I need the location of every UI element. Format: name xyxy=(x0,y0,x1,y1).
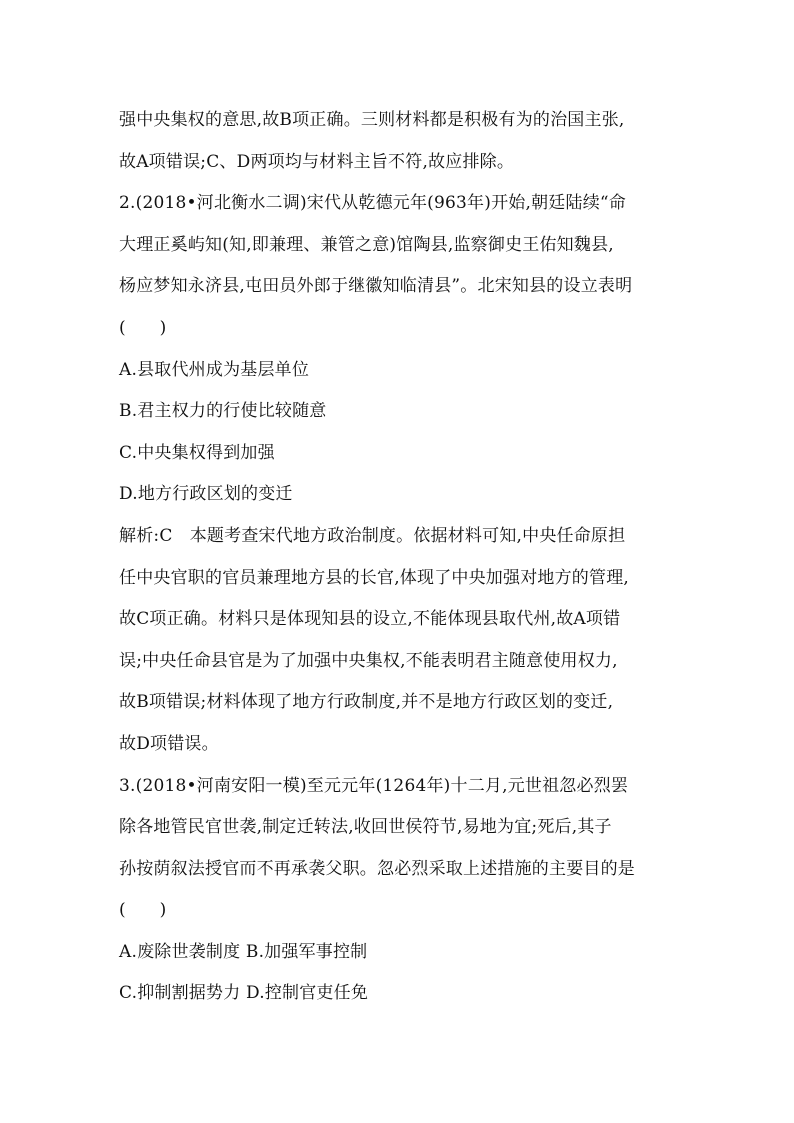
answer-bracket: ( ) xyxy=(119,317,167,338)
text-line: 故D项错误。 xyxy=(119,733,219,754)
text-line: 除各地管民官世袭,制定迁转法,收回世侯符节,易地为宜;死后,其子 xyxy=(119,817,612,838)
option-d: D.地方行政区划的变迁 xyxy=(119,484,293,505)
text-line: 孙按荫叙法授官而不再承袭父职。忽必烈采取上述措施的主要目的是 xyxy=(119,858,635,879)
option-a: A.县取代州成为基层单位 xyxy=(119,359,310,380)
question-3-stem: 3.(2018•河南安阳一模)至元元年(1264年)十二月,元世祖忽必烈罢 xyxy=(119,775,629,796)
options-c-d: C.抑制割据势力 D.控制官吏任免 xyxy=(119,983,369,1004)
text-line: 故B项错误;材料体现了地方行政制度,并不是地方行政区划的变迁, xyxy=(119,692,614,713)
text-line: 任中央官职的官员兼理地方县的长官,体现了中央加强对地方的管理, xyxy=(119,567,630,588)
option-b: B.君主权力的行使比较随意 xyxy=(119,401,327,422)
question-2-stem: 2.(2018•河北衡水二调)宋代从乾德元年(963年)开始,朝廷陆续“命 xyxy=(119,193,626,214)
options-a-b: A.废除世袭制度 B.加强军事控制 xyxy=(119,941,368,962)
text-line: 杨应梦知永济县,屯田员外郎于继徽知临清县”。北宋知县的设立表明 xyxy=(119,276,633,297)
text-line: 强中央集权的意思,故B项正确。三则材料都是积极有为的治国主张, xyxy=(119,110,625,130)
text-line: 误;中央任命县官是为了加强中央集权,不能表明君主随意使用权力, xyxy=(119,650,618,671)
analysis-line: 解析:C 本题考查宋代地方政治制度。依据材料可知,中央任命原担 xyxy=(119,525,626,546)
text-body xyxy=(119,100,684,1015)
text-line: 故A项错误;C、D两项均与材料主旨不符,故应排除。 xyxy=(119,151,515,172)
answer-bracket: ( ) xyxy=(119,900,167,921)
option-c: C.中央集权得到加强 xyxy=(119,442,275,463)
text-line: 故C项正确。材料只是体现知县的设立,不能体现县取代州,故A项错 xyxy=(119,609,621,630)
text-line: 大理正奚屿知(知,即兼理、兼管之意)馆陶县,监察御史王佑知魏县, xyxy=(119,234,614,255)
